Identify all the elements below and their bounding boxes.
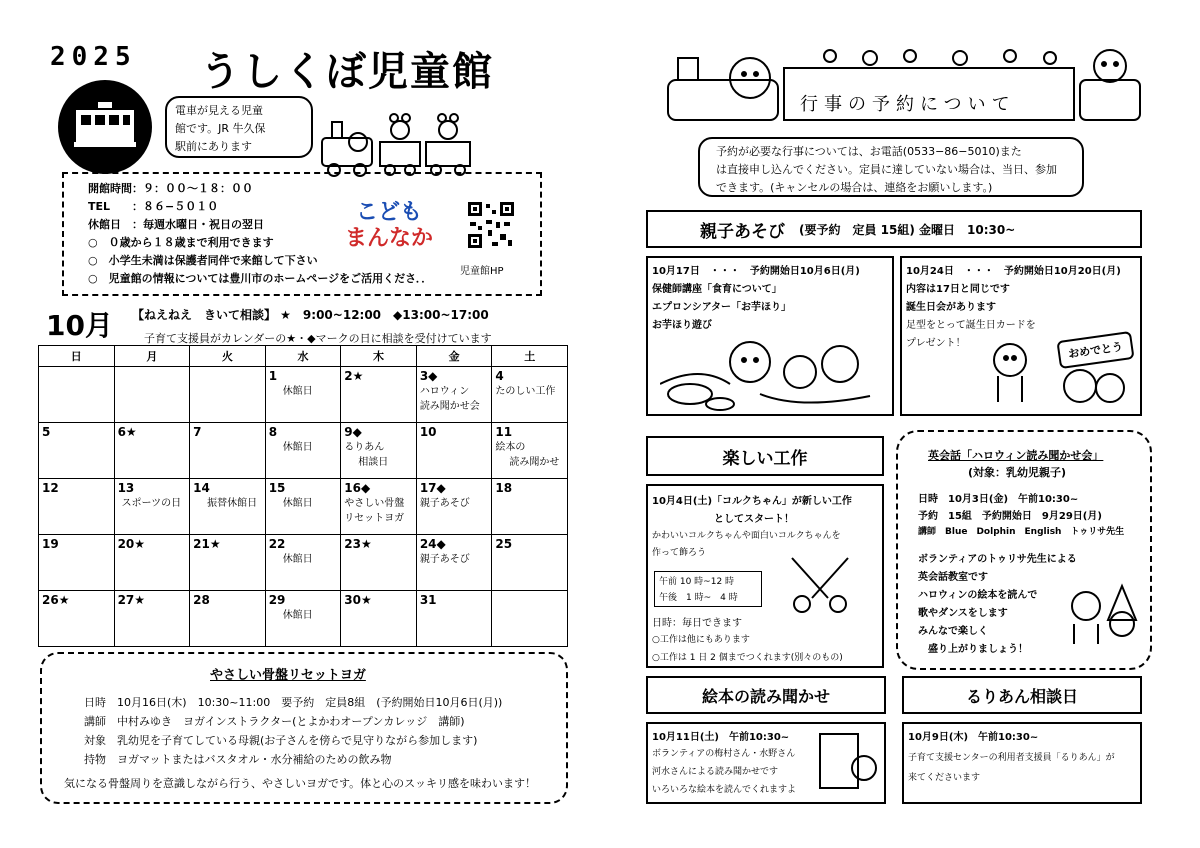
kousaku-time: 午前 10 時~12 時 — [659, 577, 735, 587]
bubble-line: 駅前にあります — [175, 140, 252, 153]
note-item: ○ 児童館の情報については豊川市のホームページをご活用くださ．． — [88, 272, 433, 285]
weekday-header: 木 — [341, 346, 417, 367]
calendar-day-cell — [492, 367, 568, 423]
congrats-badge: おめでとう — [1056, 331, 1134, 369]
kousaku-foot: ○工作は他にもあります — [652, 635, 750, 645]
ehon-header — [646, 676, 886, 714]
ehon-line: 10月11日(土) 午前10:30~ — [652, 732, 790, 743]
calendar-week-row — [39, 535, 568, 591]
day-number: 22 — [268, 537, 286, 551]
calendar-day-cell — [39, 367, 115, 423]
calendar-day-cell — [39, 535, 115, 591]
day-number: 7 — [193, 425, 202, 439]
yoga-line: 日時 10月16日(木) 10:30~11:00 要予約 定員8組 (予約開始日10月6日(月)) — [84, 696, 503, 709]
train-emblem-icon — [58, 80, 152, 174]
kousaku-foot: ○工作は 1 日 2 個までつくれます(別々のもの) — [652, 653, 843, 663]
day-number — [193, 369, 262, 384]
day-event: 読み聞かせ — [509, 457, 560, 468]
day-number: 6★ — [117, 425, 137, 439]
calendar-day-cell — [190, 367, 266, 423]
calendar-day-cell — [114, 423, 190, 479]
yoga-line: 持物 ヨガマットまたはバスタオル・水分補給のための飲み物 — [84, 753, 392, 766]
calendar-day-cell — [341, 479, 417, 535]
calendar-week-row — [39, 423, 568, 479]
day-number: 11 — [495, 425, 513, 439]
calendar-day-cell — [114, 367, 190, 423]
kousaku-line: かわいいコルクちゃんや面白いコルクちゃんを — [652, 531, 841, 541]
calendar-day-cell — [416, 423, 492, 479]
day-number: 14 — [193, 481, 210, 495]
day-number: 15 — [268, 481, 286, 495]
eikaiwa-target: (対象：乳幼児親子) — [968, 466, 1067, 479]
day-event: 振替休館日 — [207, 498, 258, 509]
oyako-header — [646, 210, 1142, 248]
day-event: たのしい工作 — [495, 386, 556, 397]
ruri-header — [902, 676, 1142, 714]
calendar-day-cell — [341, 591, 417, 647]
day-event: ハロウィン — [419, 386, 470, 397]
eikaiwa-info: 日時 10月3日(金) 午前10:30~ — [918, 494, 1079, 505]
oyako-left-line: 10月17日 ・・・ 予約開始日10月6日(月) — [652, 266, 860, 277]
weekday-header: 日 — [39, 346, 115, 367]
reservation-line: できます。(キャンセルの場合は、連絡をお願いします。) — [716, 181, 993, 194]
day-number: 17◆ — [419, 481, 446, 495]
weekday-header: 土 — [492, 346, 568, 367]
day-number: 29 — [268, 593, 286, 607]
calendar-day-cell — [190, 535, 266, 591]
halloween-kids-icon — [1064, 580, 1144, 646]
day-event: 休館日 — [282, 554, 313, 565]
kousaku-line: 10月4日(土)「コルクちゃん」が新しい工作 — [652, 496, 852, 507]
eikaiwa-title: 英会話「ハロウィン読み聞かせ会」 — [928, 449, 1104, 462]
page-title: うしくぼ児童館 — [200, 49, 494, 95]
scissors-icon — [772, 554, 872, 614]
calendar-day-cell — [492, 535, 568, 591]
day-event: 読み聞かせ会 — [419, 401, 480, 412]
calendar-day-cell — [39, 423, 115, 479]
calendar-day-cell — [416, 367, 492, 423]
oyako-left-line: エプロンシアター「お芋ほり」 — [652, 302, 792, 313]
reservation-title: 行事の予約について — [800, 94, 1016, 115]
calendar-day-cell — [265, 423, 341, 479]
qr-label: 児童館HP — [460, 266, 504, 277]
eikaiwa-body: 歌やダンスをします — [918, 608, 1008, 619]
calendar-day-cell — [114, 479, 190, 535]
eikaiwa-body: ハロウィンの絵本を読んで — [918, 590, 1038, 601]
kodomo-mannaka-logo — [345, 200, 433, 252]
weekday-header: 月 — [114, 346, 190, 367]
day-number: 31 — [419, 593, 437, 607]
yoga-footer: 気になる骨盤周りを意識しながら行う、やさしいヨガです。体と心のスッキリ感を味わいます！ — [64, 777, 537, 790]
calendar-day-cell — [190, 423, 266, 479]
weekday-header: 水 — [265, 346, 341, 367]
bubble-line: 館です。JR 牛久保 — [175, 122, 266, 135]
bubble-line: 電車が見える児童 — [175, 104, 263, 117]
weekday-header: 火 — [190, 346, 266, 367]
kousaku-foot: 日時：毎日できます — [652, 618, 742, 629]
day-event: るりあん — [344, 442, 385, 453]
ruri-line: 来てくださいます — [908, 773, 981, 783]
day-number: 12 — [42, 481, 59, 495]
kousaku-title: 楽しい工作 — [722, 448, 808, 469]
calendar-day-cell — [416, 479, 492, 535]
calendar-day-cell — [190, 479, 266, 535]
reservation-line: 予約が必要な行事については、お電話(0533−86−5010)また — [716, 145, 1022, 158]
oyako-right-line: 10月24日 ・・・ 予約開始日10月20日(月) — [906, 266, 1121, 277]
day-event: 親子あそび — [419, 498, 470, 509]
day-number: 13 — [117, 481, 135, 495]
calendar-day-cell — [114, 535, 190, 591]
kousaku-time: 午後 1 時~ 4 時 — [659, 593, 738, 603]
day-number: 10 — [419, 425, 437, 439]
potato-kids-icon — [660, 334, 880, 412]
consult-sub: 子育て支援員がカレンダーの★・◆マークの日に相談を受付けています — [144, 332, 492, 345]
calendar-week-row — [39, 479, 568, 535]
calendar-day-cell — [265, 367, 341, 423]
ehon-title: 絵本の読み聞かせ — [701, 686, 830, 706]
calendar-day-cell — [39, 479, 115, 535]
day-number: 26★ — [42, 593, 70, 607]
calendar-day-cell — [416, 535, 492, 591]
day-number: 30★ — [344, 593, 372, 607]
day-number: 5 — [42, 425, 51, 439]
ruri-line: 子育て支援センターの利用者支援員「るりあん」が — [908, 753, 1115, 763]
eikaiwa-body: みんなで楽しく — [918, 626, 988, 637]
yoga-line: 講師 中村みゆき ヨガインストラクター(とよかわオープンカレッジ 講師) — [84, 715, 465, 728]
oyako-right-line: 足型をとって誕生日カードを — [906, 320, 1036, 331]
day-number: 25 — [495, 537, 513, 551]
day-number: 24◆ — [419, 537, 446, 551]
day-number: 19 — [42, 537, 59, 551]
calendar-header-row — [39, 346, 568, 367]
kousaku-times-box — [654, 571, 762, 607]
day-number — [42, 369, 111, 384]
day-event: 相談日 — [358, 457, 389, 468]
qr-code-icon[interactable] — [466, 200, 516, 250]
oyako-right-line: 内容は17日と同じです — [906, 284, 1010, 295]
calendar-day-cell — [265, 479, 341, 535]
yoga-title: やさしい骨盤リセットヨガ — [210, 668, 366, 683]
eikaiwa-body: 英会話教室です — [918, 572, 988, 583]
day-event: 休館日 — [282, 442, 313, 453]
ehon-line: ボランティアの梅村さん・水野さん — [652, 749, 796, 759]
calendar-day-cell — [416, 591, 492, 647]
oyako-left-line: 保健師講座「食育について」 — [652, 284, 782, 295]
calendar-week-row — [39, 367, 568, 423]
note-item: ○ 小学生未満は保護者同伴で来館して下さい — [88, 254, 318, 267]
ruri-title: るりあん相談日 — [965, 686, 1078, 706]
ruri-line: 10月9日(木) 午前10:30~ — [908, 732, 1039, 743]
calendar-day-cell — [341, 535, 417, 591]
day-event: リセットヨガ — [344, 513, 405, 524]
day-number: 28 — [193, 593, 210, 607]
weekday-header: 金 — [416, 346, 492, 367]
day-number: 16◆ — [344, 481, 371, 495]
picture-book-icon — [816, 728, 880, 798]
day-number: 9◆ — [344, 425, 362, 439]
calendar-day-cell — [341, 423, 417, 479]
eikaiwa-info: 予約 15組 予約開始日 9月29日(月) — [918, 511, 1102, 522]
day-number: 2★ — [344, 369, 364, 383]
note-item: ○ ０歳から１８歳まで利用できます — [88, 236, 274, 249]
tel-text: TEL ：８６−５０１０ — [88, 200, 219, 213]
calendar-day-cell — [190, 591, 266, 647]
day-number: 1 — [268, 369, 278, 383]
calendar-day-cell — [492, 591, 568, 647]
day-event: やさしい骨盤 — [344, 498, 405, 509]
hours-text: 開館時間：９：００～１８：００ — [88, 182, 253, 195]
calendar-week-row — [39, 591, 568, 647]
calendar-day-cell — [492, 479, 568, 535]
day-number: 18 — [495, 481, 513, 495]
day-event: スポーツの日 — [121, 498, 182, 509]
logo-line: こども — [356, 200, 423, 225]
steam-train-icon — [318, 108, 478, 180]
day-number — [495, 593, 564, 608]
day-number: 3◆ — [419, 369, 438, 383]
day-number — [118, 369, 187, 384]
day-event: 休館日 — [282, 498, 313, 509]
month-label: 10月 — [46, 309, 113, 342]
day-event: 親子あそび — [419, 554, 470, 565]
calendar-day-cell — [492, 423, 568, 479]
day-event: 絵本の — [495, 442, 526, 453]
oyako-sub: (要予約 定員 15組) 金曜日 10:30~ — [799, 222, 1016, 237]
train-banner-icon — [660, 40, 1150, 130]
logo-line: まんなか — [345, 226, 434, 251]
reservation-line: は直接申し込んでください。定員に達していない場合は、当日、参加 — [716, 163, 1057, 176]
calendar-day-cell — [114, 591, 190, 647]
yoga-line: 対象 乳幼児を子育てしている母親(お子さんを傍らで見守りながら参加します) — [84, 734, 478, 747]
speech-bubble — [165, 96, 313, 158]
day-number: 21★ — [193, 537, 221, 551]
consult-text: 【ねえねえ きいて相談】 ★ 9:00~12:00 ◆13:00~17:00 — [132, 308, 489, 322]
kousaku-line: としてスタート！ — [714, 514, 794, 525]
calendar-day-cell — [265, 591, 341, 647]
kousaku-header — [646, 436, 884, 476]
oyako-left-line: お芋ほり遊び — [652, 320, 712, 331]
eikaiwa-info: 講師 Blue Dolphin English トゥリサ先生 — [918, 527, 1125, 537]
eikaiwa-body: ボランティアのトゥリサ先生による — [918, 554, 1077, 565]
closed-text: 休館日 ：毎週水曜日・祝日の翌日 — [88, 218, 264, 231]
kids-celebrate-icon — [980, 330, 1130, 410]
kousaku-line: 作って飾ろう — [652, 548, 707, 558]
day-number: 20★ — [117, 537, 146, 551]
day-event: 休館日 — [282, 610, 313, 621]
ehon-line: 河水さんによる読み聞かせです — [652, 767, 779, 777]
day-number: 23★ — [344, 537, 372, 551]
calendar-day-cell — [265, 535, 341, 591]
oyako-right-line: 誕生日会があります — [906, 302, 996, 313]
eikaiwa-body: 盛り上がりましょう！ — [928, 644, 1028, 655]
ehon-line: いろいろな絵本を読んでくれますよ — [652, 785, 797, 795]
year: 2025 — [50, 42, 137, 72]
calendar-day-cell — [341, 367, 417, 423]
day-event: 休館日 — [282, 386, 313, 397]
day-number: 4 — [495, 369, 504, 383]
calendar-table — [38, 345, 568, 647]
calendar-day-cell — [39, 591, 115, 647]
day-number: 27★ — [117, 593, 146, 607]
oyako-right-line: プレゼント！ — [906, 338, 966, 349]
day-number: 8 — [268, 425, 278, 439]
oyako-title: 親子あそび — [700, 221, 785, 242]
